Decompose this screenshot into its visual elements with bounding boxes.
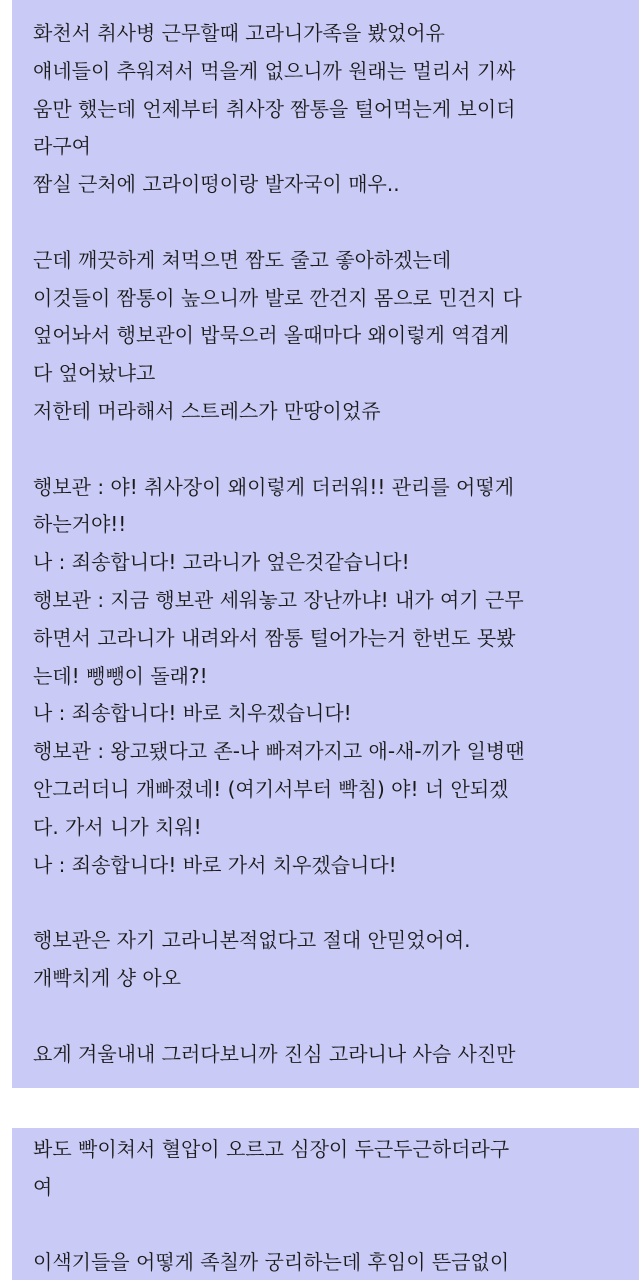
text-line: 화천서 취사병 근무할때 고라니가족을 봤었어유 bbox=[33, 21, 445, 45]
text-line: 행보관은 자기 고라니본적없다고 절대 안믿었어여. bbox=[33, 928, 471, 953]
paragraph-gap bbox=[33, 998, 631, 1036]
text-line: 개빡치게 샹 아오 bbox=[33, 965, 181, 990]
text-line: 행보관 : 왕고됐다고 존-나 빠져가지고 애-새-끼가 일병땐 bbox=[33, 739, 525, 764]
text-line: 요게 겨울내내 그러다보니까 진심 고라니나 사슴 사진만 bbox=[33, 1041, 516, 1066]
text-line: 나 : 죄송합니다! 바로 가서 치우겠습니다! bbox=[33, 852, 397, 877]
text-line: 엎어놔서 행보관이 밥묵으러 올때마다 왜이렇게 역겹게 bbox=[33, 323, 510, 348]
text-line: 다 엎어놨냐고 bbox=[33, 361, 156, 386]
text-line: 행보관 : 야! 취사장이 왜이렇게 더러워!! 관리를 어떻게 bbox=[33, 474, 515, 499]
text-line: 봐도 빡이쳐서 혈압이 오르고 심장이 두근두근하더라구 bbox=[33, 1137, 510, 1161]
story-text-block-top bbox=[12, 0, 639, 1088]
paragraph-gap bbox=[33, 1207, 631, 1245]
paragraph-gap bbox=[33, 431, 631, 469]
text-line: 행보관 : 지금 행보관 세워놓고 장난까냐! 내가 여기 근무 bbox=[33, 587, 524, 612]
text-line: 하는거야!! bbox=[33, 512, 127, 537]
text-line: 여 bbox=[33, 1174, 53, 1199]
paragraph-gap bbox=[33, 884, 631, 922]
text-line: 는데! 뺑뺑이 돌래?! bbox=[33, 663, 208, 688]
text-line: 이색기들을 어떻게 족칠까 궁리하는데 후임이 뜬금없이 bbox=[33, 1250, 510, 1275]
text-line: 움만 했는데 언제부터 취사장 짬통을 털어먹는게 보이더 bbox=[33, 96, 516, 121]
text-line: 근데 깨끗하게 쳐먹으면 짬도 줄고 좋아하겠는데 bbox=[33, 247, 452, 272]
text-line: 나 : 죄송합니다! 고라니가 엎은것같습니다! bbox=[33, 550, 410, 575]
story-text-block-bottom bbox=[12, 1128, 639, 1280]
text-line: 나 : 죄송합니다! 바로 치우겠습니다! bbox=[33, 701, 352, 726]
paragraph-gap bbox=[33, 204, 631, 242]
text-line: 이것들이 짬통이 높으니까 발로 깐건지 몸으로 민건지 다 bbox=[33, 285, 522, 310]
text-line: 하면서 고라니가 내려와서 짬통 털어가는거 한번도 못봤 bbox=[33, 625, 516, 650]
text-line: 얘네들이 추워져서 먹을게 없으니까 원래는 멀리서 기싸 bbox=[33, 58, 516, 83]
text-line: 짬실 근처에 고라이떵이랑 발자국이 매우.. bbox=[33, 172, 400, 197]
text-line: 라구여 bbox=[33, 134, 91, 159]
text-line: 다. 가서 니가 치워! bbox=[33, 814, 202, 839]
text-line: 저한테 머라해서 스트레스가 만땅이었쥬 bbox=[33, 398, 381, 423]
text-line: 안그러더니 개빠졌네! (여기서부터 빡침) 야! 너 안되겠 bbox=[33, 776, 509, 801]
